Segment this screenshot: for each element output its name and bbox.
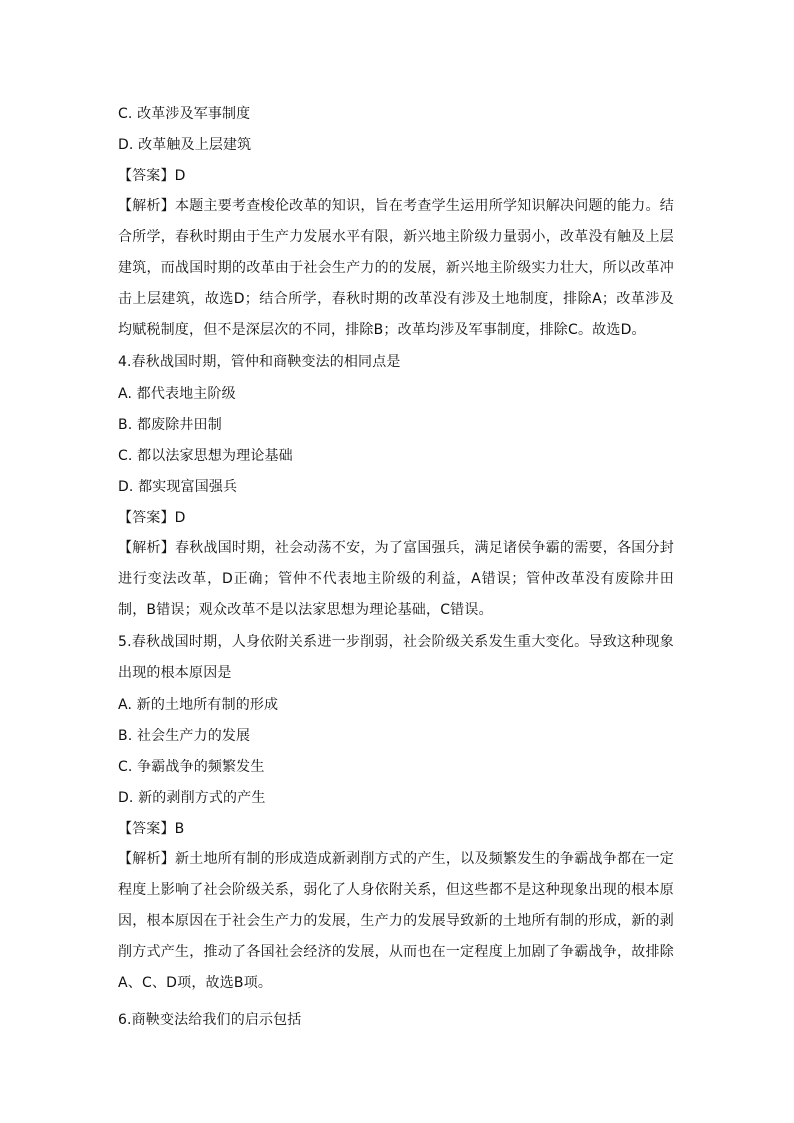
q3-answer-value: D <box>174 168 186 184</box>
q5-analysis-label: 【解析】 <box>118 851 176 867</box>
q3-option-d: D. 改革触及上层建筑 <box>118 137 252 153</box>
q5-answer <box>118 819 678 839</box>
q5-option-a: A. 新的土地所有制的形成 <box>118 697 279 713</box>
q4-option-d: D. 都实现富国强兵 <box>118 479 238 495</box>
q3-analysis <box>118 191 674 346</box>
q6-stem: 6.商鞅变法给我们的启示包括 <box>118 1012 302 1028</box>
q5-analysis <box>118 844 674 999</box>
q5-stem: 5.春秋战国时期，人身依附关系进一步削弱，社会阶级关系发生重大变化。导致这种现象出现的根本原因是 <box>118 634 674 681</box>
q5-analysis-text: 新土地所有制的形成造成新剥削方式的产生，以及频繁发生的争霸战争都在一定程度上影响了社会阶级关系，弱化了人身依附关系，但这些都不是这种现象出现的根本原因，根本原因在于社会生产力的发展，生产力的发展导致新的土地所有制的形成，新的剥削方式产生，推动了各国社会经济的发展，从而也在一定程度上加剧了争霸战争，故排除A、C、D项，故选B项。 <box>118 851 674 991</box>
q3-analysis-label: 【解析】 <box>118 198 176 214</box>
q3-analysis-text: 本题主要考查梭伦改革的知识，旨在考查学生运用所学知识解决问题的能力。结合所学，春秋时期由于生产力发展水平有限，新兴地主阶级力量弱小，改革没有触及上层建筑，而战国时期的改革由于社会生产力的的发展，新兴地主阶级实力壮大，所以改革冲击上层建筑，故选D；结合所学，春秋时期的改革没有涉及土地制度，排除A；改革涉及均赋税制度，但不是深层次的不同，排除B；改革均涉及军事制度，排除C。故选D。 <box>118 198 674 338</box>
q4-analysis-text: 春秋战国时期，社会动荡不安，为了富国强兵，满足诸侯争霸的需要，各国分封进行变法改革，D正确；管仲不代表地主阶级的利益，A错误；管仲改革没有废除井田制，B错误；观众改革不是以法家思想为理论基础，C错误。 <box>118 540 674 618</box>
q5-option-c: C. 争霸战争的频繁发生 <box>118 759 265 775</box>
q5-answer-label: 【答案】 <box>118 821 175 837</box>
q3-answer-label: 【答案】 <box>118 168 175 184</box>
q5-option-b: B. 社会生产力的发展 <box>118 728 251 744</box>
q4-analysis-label: 【解析】 <box>118 540 176 556</box>
q4-option-a: A. 都代表地主阶级 <box>118 386 236 402</box>
q4-option-c: C. 都以法家思想为理论基础 <box>118 448 293 464</box>
q4-stem: 4.春秋战国时期，管仲和商鞅变法的相同点是 <box>118 354 401 370</box>
q4-analysis <box>118 533 674 626</box>
q5-answer-value: B <box>174 821 185 837</box>
q3-option-c: C. 改革涉及军事制度 <box>118 106 251 122</box>
q4-option-b: B. 都废除井田制 <box>118 417 222 433</box>
q3-answer <box>118 166 678 186</box>
q5-option-d: D. 新的剥削方式的产生 <box>118 790 266 806</box>
q4-answer-label: 【答案】 <box>118 510 175 526</box>
q4-answer <box>118 508 678 528</box>
q4-answer-value: D <box>174 510 186 526</box>
